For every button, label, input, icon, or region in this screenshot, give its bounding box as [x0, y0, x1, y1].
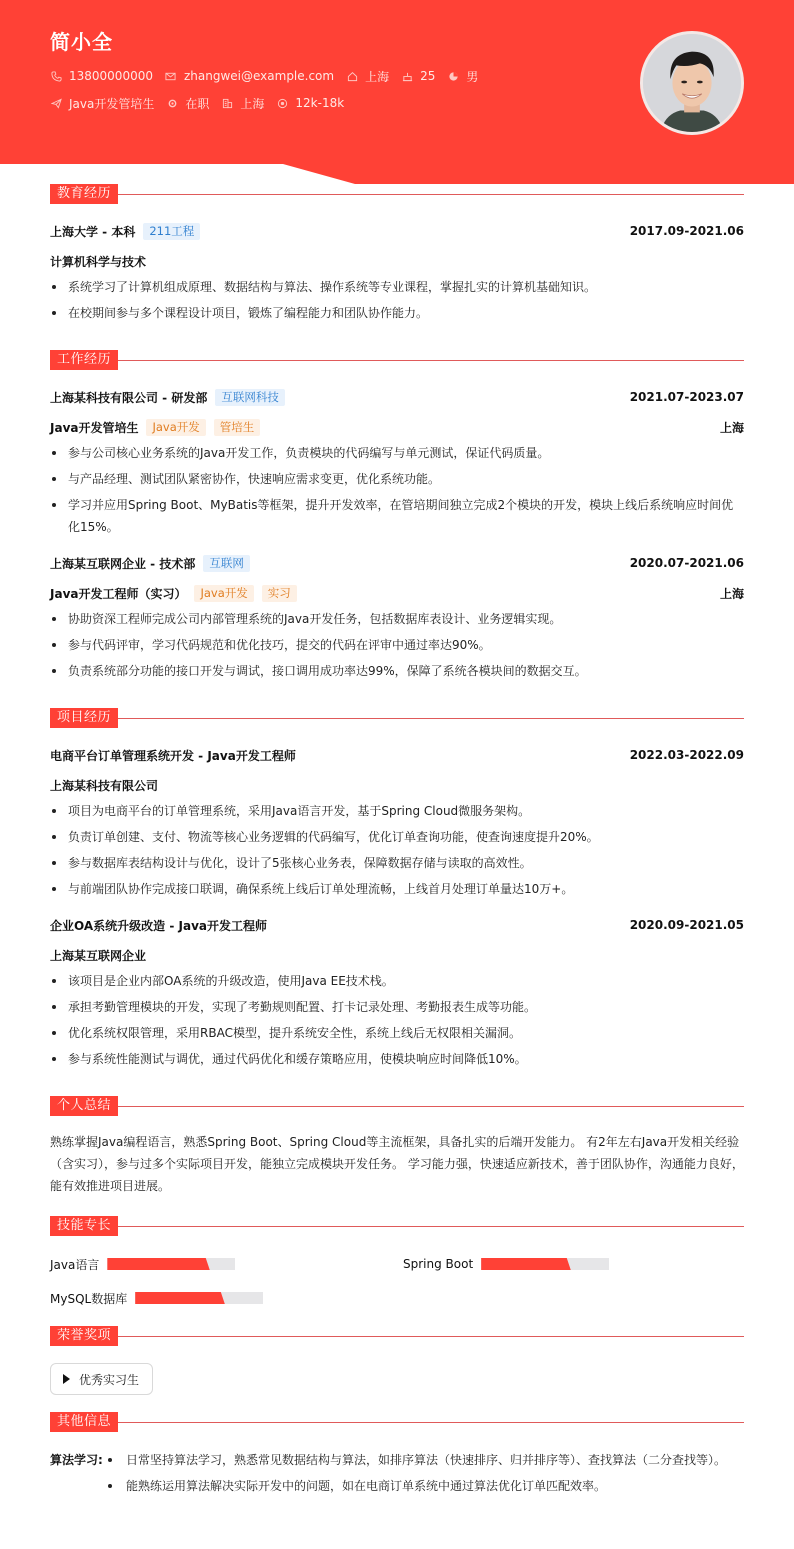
section-label: 工作经历 — [50, 350, 118, 370]
candidate-name: 简小全 — [50, 30, 113, 54]
other-section — [50, 1412, 744, 1497]
skill-bar — [135, 1292, 263, 1304]
work-bullets — [50, 442, 744, 538]
section-label: 教育经历 — [50, 184, 118, 204]
project-company-row — [50, 946, 744, 964]
gender-icon — [447, 70, 459, 82]
contact-age — [401, 69, 435, 83]
bottom-spacer — [50, 1497, 744, 1513]
education-date: 2017.09-2021.06 — [629, 224, 744, 238]
skills-grid — [50, 1258, 744, 1304]
skill-bar-fill — [481, 1258, 571, 1270]
work-date: 2020.07-2021.06 — [629, 556, 744, 570]
list-item: 能熟练运用算法解决实际开发中的问题，如在电商订单系统中通过算法优化订单匹配效率。 — [106, 1475, 744, 1497]
education-item — [50, 222, 744, 324]
position-tag: Java开发 — [194, 585, 253, 602]
triangle-right-icon — [63, 1374, 70, 1384]
work-position-row — [50, 418, 744, 436]
status-text: 在职 — [185, 96, 210, 111]
gender-text: 男 — [466, 69, 479, 84]
project-header-row — [50, 746, 744, 764]
project-date: 2020.09-2021.05 — [629, 918, 744, 932]
company-tag: 互联网科技 — [215, 389, 285, 406]
school-name: 上海大学 - 本科 — [50, 224, 136, 239]
education-section — [50, 184, 744, 324]
summary-text: 熟练掌握Java编程语言，熟悉Spring Boot、Spring Cloud等主流框架，具备扎实的后端开发能力。 有2年左右Java开发相关经验（含实习），参与过多个实际项目开发，能独立完成模块开发任务。 学习能力强，快速适应新技术，善于团队协作，沟通能力良好，能有效推进项目进展。 — [50, 1135, 744, 1193]
project-item — [50, 916, 744, 1070]
section-label: 个人总结 — [50, 1096, 118, 1116]
project-item — [50, 746, 744, 900]
list-item: 负责订单创建、支付、物流等核心业务逻辑的代码编写，优化订单查询功能，使查询速度提升20%。 — [50, 826, 744, 848]
phone-icon — [50, 70, 62, 82]
other-label: 算法学习: — [50, 1453, 103, 1467]
section-title-education — [50, 184, 744, 204]
list-item: 与产品经理、测试团队紧密协作，快速响应需求变更，优化系统功能。 — [50, 468, 744, 490]
section-divider — [118, 1226, 744, 1227]
skill-name: Spring Boot — [403, 1257, 474, 1271]
list-item: 学习并应用Spring Boot、MyBatis等框架，提升开发效率，在管培期间独立完成2个模块的开发，模块上线后系统响应时间优化15%。 — [50, 494, 744, 538]
intent-position — [50, 95, 154, 112]
section-divider — [118, 1422, 744, 1423]
list-item: 协助资深工程师完成公司内部管理系统的Java开发任务，包括数据库表设计、业务逻辑实现。 — [50, 608, 744, 630]
work-bullets — [50, 608, 744, 682]
resume-header — [0, 0, 794, 184]
position-tag: 管培生 — [214, 419, 261, 436]
position-tag: 实习 — [262, 585, 297, 602]
section-divider — [118, 360, 744, 361]
list-item: 承担考勤管理模块的开发，实现了考勤规则配置、打卡记录处理、考勤报表生成等功能。 — [50, 996, 744, 1018]
skills-section — [50, 1216, 744, 1304]
list-item: 参与代码评审，学习代码规范和优化技巧，提交的代码在评审中通过率达90%。 — [50, 634, 744, 656]
city-text: 上海 — [365, 69, 390, 84]
avatar-portrait — [643, 34, 741, 132]
project-name: 电商平台订单管理系统开发 - Java开发工程师 — [50, 748, 296, 763]
intent-city — [221, 95, 264, 112]
list-item: 参与数据库表结构设计与优化，设计了5张核心业务表，保障数据存储与读取的高效性。 — [50, 852, 744, 874]
position-name: Java开发工程师（实习） — [50, 586, 187, 601]
position-text: Java开发管培生 — [69, 96, 155, 111]
award-label: 优秀实习生 — [79, 1372, 140, 1387]
home-icon — [346, 70, 358, 82]
projects-section — [50, 708, 744, 1070]
summary-section — [50, 1096, 744, 1197]
section-title-skills — [50, 1216, 744, 1236]
intent-city-text: 上海 — [240, 96, 265, 111]
section-divider — [118, 1336, 744, 1337]
section-title-projects — [50, 708, 744, 728]
section-divider — [118, 718, 744, 719]
awards-list — [50, 1363, 744, 1395]
list-item: 参与公司核心业务系统的Java开发工作，负责模块的代码编写与单元测试，保证代码质量。 — [50, 442, 744, 464]
project-bullets — [50, 970, 744, 1070]
skill-bar — [107, 1258, 235, 1270]
phone-text: 13800000000 — [69, 69, 153, 83]
contact-email — [165, 69, 334, 83]
list-item: 与前端团队协作完成接口联调，确保系统上线后订单处理流畅，上线首月处理订单量达10万+。 — [50, 878, 744, 900]
education-bullets — [50, 276, 744, 324]
school-tag: 211工程 — [143, 223, 200, 240]
intent-status — [166, 95, 209, 112]
list-item: 参与系统性能测试与调优，通过代码优化和缓存策略应用，使模块响应时间降低10%。 — [50, 1048, 744, 1070]
work-location: 上海 — [719, 420, 744, 435]
education-header-row — [50, 222, 744, 240]
company-name: 上海某科技有限公司 - 研发部 — [50, 390, 208, 405]
avatar — [640, 31, 744, 135]
work-company-row — [50, 554, 744, 572]
skill-name: Java语言 — [50, 1257, 100, 1272]
list-item: 负责系统部分功能的接口开发与调试，接口调用成功率达99%，保障了系统各模块间的数据交互。 — [50, 660, 744, 682]
skill-bar-fill — [135, 1292, 225, 1304]
project-company: 上海某科技有限公司 — [50, 778, 159, 793]
list-item: 日常坚持算法学习，熟悉常见数据结构与算法，如排序算法（快速排序、归并排序等）、查找算法（二分查找等）。 — [106, 1449, 744, 1471]
section-divider — [118, 1106, 744, 1107]
project-bullets — [50, 800, 744, 900]
other-bullets — [106, 1449, 744, 1497]
skill-bar — [481, 1258, 609, 1270]
email-text: zhangwei@example.com — [183, 69, 335, 83]
list-item: 系统学习了计算机组成原理、数据结构与算法、操作系统等专业课程，掌握扎实的计算机基础知识。 — [50, 276, 744, 298]
work-section — [50, 350, 744, 682]
skill-name: MySQL数据库 — [50, 1291, 128, 1306]
salary-text: 12k-18k — [295, 96, 345, 110]
contact-city — [346, 68, 389, 85]
skill-bar-fill — [107, 1258, 209, 1270]
mail-icon — [165, 70, 177, 82]
project-header-row — [50, 916, 744, 934]
cake-icon — [401, 70, 413, 82]
project-company-row — [50, 776, 744, 794]
section-title-awards — [50, 1326, 744, 1346]
section-title-other — [50, 1412, 744, 1432]
project-company: 上海某互联网企业 — [50, 948, 147, 963]
building-icon — [221, 97, 233, 109]
list-item: 在校期间参与多个课程设计项目，锻炼了编程能力和团队协作能力。 — [50, 302, 744, 324]
work-item — [50, 554, 744, 682]
header-info — [50, 28, 490, 111]
skill-item — [50, 1258, 403, 1270]
contact-row — [50, 68, 490, 84]
section-label: 其他信息 — [50, 1412, 118, 1432]
section-title-work — [50, 350, 744, 370]
position-tag: Java开发 — [146, 419, 205, 436]
resume-body — [0, 184, 794, 1513]
work-location: 上海 — [719, 586, 744, 601]
company-name: 上海某互联网企业 - 技术部 — [50, 556, 196, 571]
work-item — [50, 388, 744, 538]
section-divider — [118, 194, 744, 195]
list-item: 优化系统权限管理，采用RBAC模型，提升系统安全性，系统上线后无权限相关漏洞。 — [50, 1022, 744, 1044]
intent-salary — [276, 96, 344, 110]
skill-item — [403, 1258, 743, 1270]
award-item — [50, 1363, 153, 1395]
intent-row — [50, 95, 490, 111]
section-label: 技能专长 — [50, 1216, 118, 1236]
work-position-row — [50, 584, 744, 602]
salary-icon — [276, 97, 288, 109]
major-row — [50, 252, 744, 270]
section-title-summary — [50, 1096, 744, 1116]
section-label: 项目经历 — [50, 708, 118, 728]
list-item: 项目为电商平台的订单管理系统，采用Java语言开发，基于Spring Cloud微服务架构。 — [50, 800, 744, 822]
position-name: Java开发管培生 — [50, 420, 139, 435]
list-item: 该项目是企业内部OA系统的升级改造，使用Java EE技术栈。 — [50, 970, 744, 992]
major-name: 计算机科学与技术 — [50, 254, 147, 269]
work-date: 2021.07-2023.07 — [629, 390, 744, 404]
awards-section — [50, 1326, 744, 1395]
project-date: 2022.03-2022.09 — [629, 748, 744, 762]
contact-gender — [447, 68, 478, 85]
skill-item — [50, 1292, 403, 1304]
status-icon — [166, 97, 178, 109]
other-item — [50, 1449, 744, 1497]
work-company-row — [50, 388, 744, 406]
send-icon — [50, 97, 62, 109]
project-name: 企业OA系统升级改造 - Java开发工程师 — [50, 918, 267, 933]
company-tag: 互联网 — [203, 555, 250, 572]
age-text: 25 — [420, 69, 436, 83]
contact-phone — [50, 69, 153, 83]
section-label: 荣誉奖项 — [50, 1326, 118, 1346]
